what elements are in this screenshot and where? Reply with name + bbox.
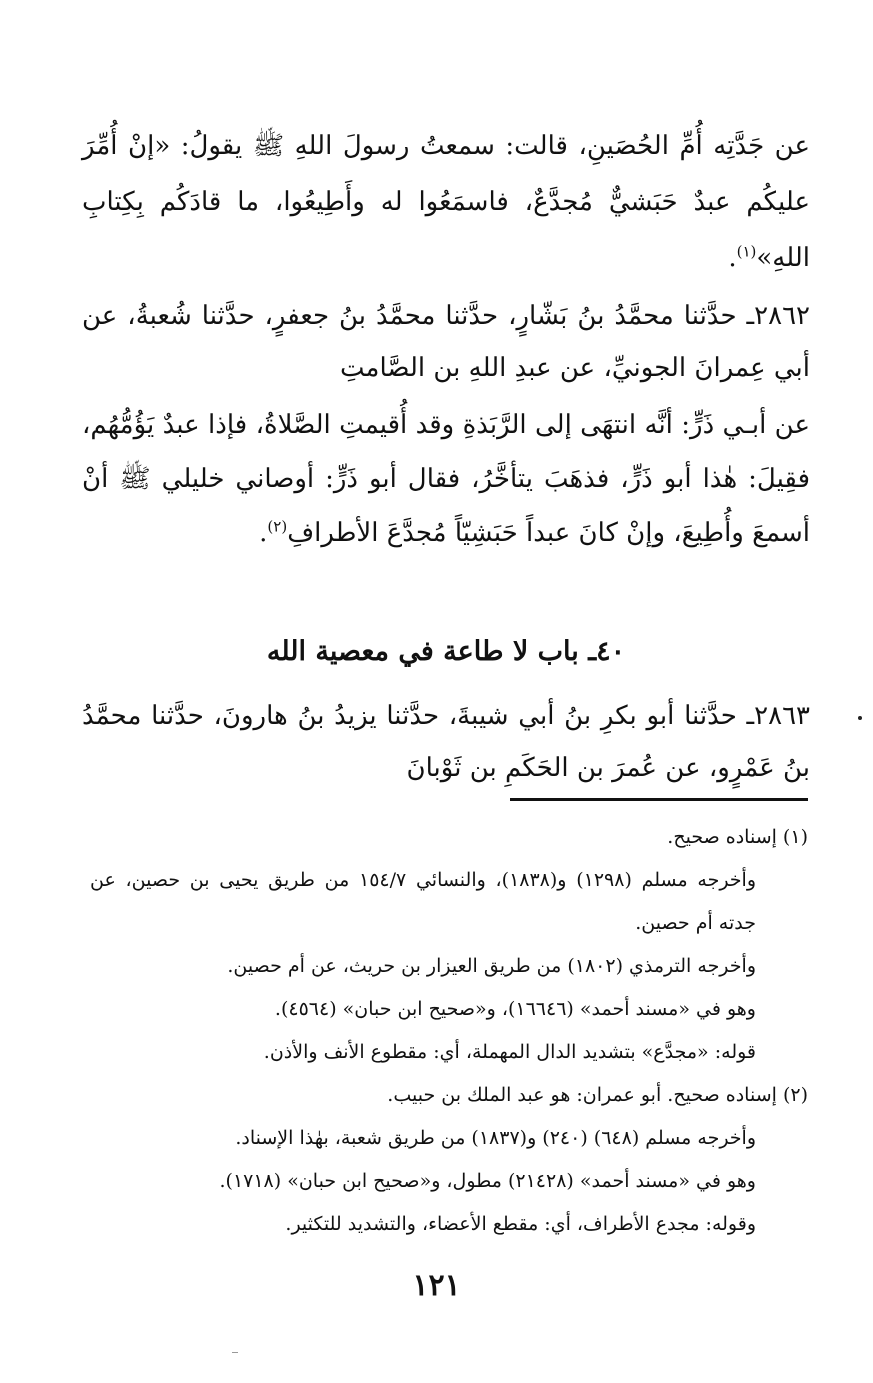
footnotes-section: [90, 816, 808, 1246]
paragraph-text: ٢٨٦٣ـ حدَّثنا أبو بكرِ بنُ أبي شيبةَ، حدَّثنا يزيدُ بنُ هارونَ، حدَّثنا محمَّدُ بنُ عَمْرٍو، عن عُمرَ بن الحَكَمِ بن ثَوْبانَ: [82, 701, 810, 783]
footnote-marker: (٢): [267, 517, 288, 536]
paragraph-text: عن جَدَّتِه أُمِّ الحُصَينِ، قالت: سمعتُ رسولَ اللهِ ﷺ يقولُ: «إنْ أُمِّرَ عليكُم عبدٌ حَبَشيٌّ مُجدَّعٌ، فاسمَعُوا له وأَطِيعُوا، ما قادَكُم بِكِتابِ اللهِ»: [82, 131, 810, 273]
isnad-paragraph-2862: [82, 290, 810, 394]
footnote-line: وأخرجه مسلم (١٢٩٨) و(١٨٣٨)، والنسائي ١٥٤/٧ من طريق يحيى بن حصين، عن جدته أم حصين.: [90, 869, 756, 934]
footnote-line: (٢) إسناده صحيح. أبو عمران: هو عبد الملك بن حبيب.: [387, 1084, 808, 1106]
paragraph-text: ٢٨٦٢ـ حدَّثنا محمَّدُ بنُ بَشّارٍ، حدَّثنا محمَّدُ بنُ جعفرٍ، حدَّثنا شُعبةُ، عن أبي عِمرانَ الجونيِّ، عن عبدِ اللهِ بن الصَّامتِ: [82, 301, 810, 383]
footnote-line: وهو في «مسند أحمد» (٢١٤٢٨) مطول، و«صحيح ابن حبان» (١٧١٨).: [219, 1170, 756, 1192]
isnad-paragraph-2863: [82, 690, 810, 794]
footnote-line: وأخرجه مسلم (٦٤٨) (٢٤٠) و(١٨٣٧) من طريق شعبة، بهٰذا الإسناد.: [235, 1127, 756, 1149]
margin-dot: [858, 716, 862, 720]
chapter-heading: ٤٠ـ باب لا طاعة في معصية الله: [266, 636, 626, 667]
hadith-text-paragraph-2862: عن أبـي ذَرٍّ: أنَّه انتهَى إلى الرَّبَذةِ وقد أُقيمتِ الصَّلاةُ، فإذا عبدٌ يَؤُمُّهُم، فقِيلَ: هٰذا أبو ذَرٍّ، فذهَبَ يتأخَّرُ، فقال أبو ذَرٍّ: أوصاني خليلي ﷺ أنْ أسمعَ وأُطِيعَ، وإنْ كانَ عبداً حَبَشِيّاً مُجدَّعَ الأطرافِ$^{(٢)}$.: [82, 410, 810, 548]
scan-speck: [232, 1352, 238, 1353]
footnote-marker: (١): [736, 242, 757, 261]
hadith-text-paragraph: عن جَدَّتِه أُمِّ الحُصَينِ، قالت: سمعتُ رسولَ اللهِ ﷺ يقولُ: «إنْ أُمِّرَ عليكُم عبدٌ حَبَشيٌّ مُجدَّعٌ، فاسمَعُوا له وأَطِيعُوا، ما قادَكُم بِكِتابِ اللهِ»$^{(١)}$.: [82, 131, 810, 273]
footnote-separator-rule: [510, 798, 808, 801]
paragraph-text: عن أبـي ذَرٍّ: أنَّه انتهَى إلى الرَّبَذةِ وقد أُقيمتِ الصَّلاةُ، فإذا عبدٌ يَؤُمُّهُم، فقِيلَ: هٰذا أبو ذَرٍّ، فذهَبَ يتأخَّرُ، فقال أبو ذَرٍّ: أوصاني خليلي ﷺ أنْ أسمعَ وأُطِيعَ، وإنْ كانَ عبداً حَبَشِيّاً مُجدَّعَ الأطرافِ: [82, 410, 810, 548]
footnote-line: وقوله: مجدع الأطراف، أي: مقطع الأعضاء، والتشديد للتكثير.: [285, 1213, 756, 1235]
footnote-line: قوله: «مجدَّع» بتشديد الدال المهملة، أي: مقطوع الأنف والأذن.: [263, 1041, 756, 1063]
page-number: ١٢١: [412, 1268, 461, 1303]
footnote-line: (١) إسناده صحيح.: [667, 826, 808, 848]
footnote-line: وأخرجه الترمذي (١٨٠٢) من طريق العيزار بن حريث، عن أم حصين.: [227, 955, 756, 977]
footnote-line: وهو في «مسند أحمد» (١٦٦٤٦)، و«صحيح ابن حبان» (٤٥٦٤).: [274, 998, 756, 1020]
